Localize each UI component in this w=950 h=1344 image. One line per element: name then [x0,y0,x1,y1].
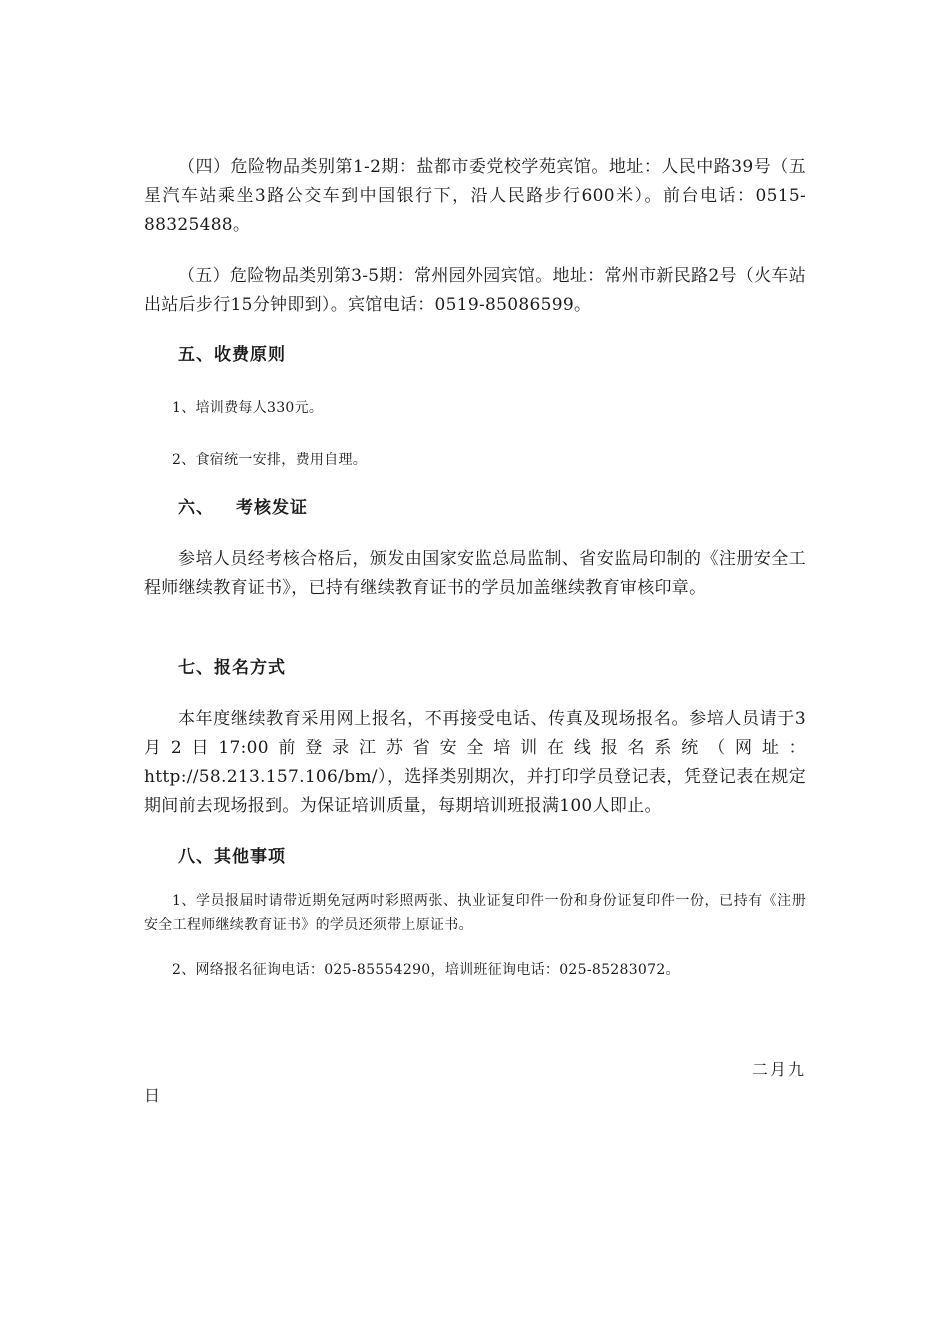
document-page [144,0,806,1344]
heading-number: 六、 [178,498,214,518]
date-line-1: 二月九 [751,1060,806,1079]
fee-item-1: 1、培训费每人330元。 [172,400,324,416]
registration-paragraph: 本年度继续教育采用网上报名，不再接受电话、传真及现场报名。参培人员请于3月2日17:00前登录江苏省安全培训在线报名系统（网址：http://58.213.157.106/bm/），选择类别期次，并打印学员登记表，凭登记表在规定期间前去现场报到。为保证培训质量，每期培训班报满100人即止。 [144,709,806,816]
other-item-1: 1、学员报届时请带近期免冠两吋彩照两张、执业证复印件一份和身份证复印件一份，已持有《注册安全工程师继续教育证书》的学员还须带上原证书。 [144,893,806,933]
venue-paragraph-5: （五）危险物品类别第3-5期：常州园外园宾馆。地址：常州市新民路2号（火车站出站后步行15分钟即到）。宾馆电话：0519-85086599。 [144,266,806,315]
heading-text: 考核发证 [236,498,308,518]
fee-item-2: 2、食宿统一安排，费用自理。 [172,452,368,468]
section-heading-certification [144,494,840,523]
date-line-2: 日 [144,1086,161,1105]
other-item-2: 2、网络报名征询电话：025-85554290，培训班征询电话：025-85283072。 [172,962,680,978]
certification-paragraph: 参培人员经考核合格后，颁发由国家安监总局监制、省安监局印制的《注册安全工程师继续教育证书》，已持有继续教育证书的学员加盖继续教育审核印章。 [144,549,806,598]
section-heading-other: 八、其他事项 [178,847,286,867]
section-heading-fees: 五、收费原则 [178,345,286,365]
section-heading-registration: 七、报名方式 [178,658,286,678]
venue-paragraph-4: （四）危险物品类别第1-2期：盐都市委党校学苑宾馆。地址：人民中路39号（五星汽车站乘坐3路公交车到中国银行下，沿人民路步行600米）。前台电话：0515-88325488。 [144,157,806,235]
